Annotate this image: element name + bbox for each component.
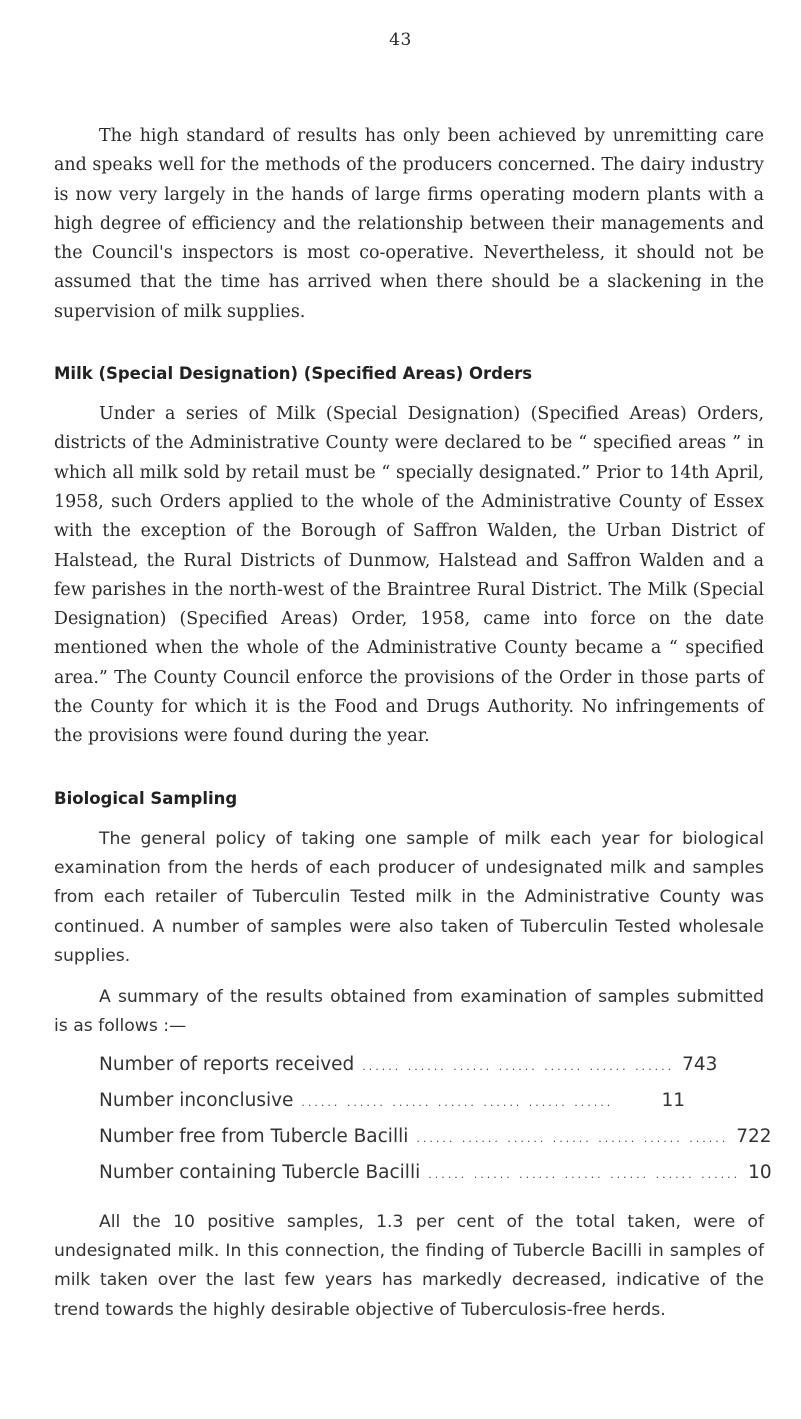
results-summary-table xyxy=(99,1053,772,1198)
biological-sampling-heading: Biological Sampling xyxy=(54,788,238,808)
specified-areas-paragraph: Under a series of Milk (Special Designation) (Specified Areas) Orders, districts of the Administrative County were declared to be “ specified areas ” in which all milk sold by retail must be “ specially designated.” Prior to 14th April, 1958, such Orders applied to the whole of the Administrative County of Essex with the exception of the Borough of Saffron Walden, the Urban District of Halstead, the Rural Districts of Dunmow, Halstead and Saffron Walden and a few parishes in the north-west of the Braintree Rural District. The Milk (Special Designation) (Specified Areas) Order, 1958, came into force on the date mentioned when the whole of the Administrative County became a “ specified area.” The County Council enforce the provisions of the Order in those parts of the County for which it is the Food and Drugs Authority. No infringements of the provisions were found during the year. xyxy=(54,404,764,747)
leader-dots: ...... ...... ...... ...... ...... ...... ...... xyxy=(362,1059,675,1073)
summary-label: Number free from Tubercle Bacilli xyxy=(99,1125,409,1147)
summary-row-inconclusive xyxy=(99,1090,685,1126)
summary-row-free-from-bacilli xyxy=(99,1125,772,1162)
leader-dots: ...... ...... ...... ...... ...... ...... ...... xyxy=(428,1167,741,1181)
summary-label: Number containing Tubercle Bacilli xyxy=(99,1161,421,1183)
biological-sampling-paragraph-2: A summary of the results obtained from examination of samples submitted is as follows :— xyxy=(54,987,764,1037)
document-body xyxy=(54,122,772,1325)
summary-value: 10 xyxy=(748,1161,772,1183)
specified-areas-heading: Milk (Special Designation) (Specified Areas) Orders xyxy=(54,364,533,384)
summary-label: Number of reports received xyxy=(99,1053,355,1075)
summary-value: 11 xyxy=(661,1089,685,1111)
leader-dots: ...... ...... ...... ...... ...... ...... ...... xyxy=(416,1131,729,1145)
summary-value: 743 xyxy=(682,1053,718,1075)
biological-sampling-paragraph-1: The general policy of taking one sample of milk each year for biological examination from the herds of each producer of undesignated milk and samples from each retailer of Tuberculin Tested milk in the Administrative County was continued. A number of samples were also taken of Tuberculin Tested wholesale supplies. xyxy=(54,828,764,966)
page-number: 43 xyxy=(389,30,412,50)
summary-row-reports-received xyxy=(99,1053,718,1090)
leader-dots: ...... ...... ...... ...... ...... ...... ...... xyxy=(301,1095,614,1109)
biological-sampling-paragraph-3: All the 10 positive samples, 1.3 per cent of the total taken, were of undesignated milk. In this connection, the finding of Tubercle Bacilli in samples of milk taken over the last few years has markedly decreased, indicative of the trend towards the highly desirable objective of Tuberculosis-free herds. xyxy=(54,1211,764,1320)
intro-paragraph: The high standard of results has only been achieved by unremitting care and speaks well for the methods of the producers concerned. The dairy industry is now very largely in the hands of large firms operating modern plants with a high degree of efficiency and the relationship between their managements and the Council's inspectors is most co-operative. Nevertheless, it should not be assumed that the time has arrived when there should be a slackening in the supervision of milk supplies. xyxy=(54,126,764,322)
summary-row-containing-bacilli xyxy=(99,1161,772,1198)
summary-value: 722 xyxy=(736,1125,772,1147)
summary-label: Number inconclusive xyxy=(99,1089,294,1111)
